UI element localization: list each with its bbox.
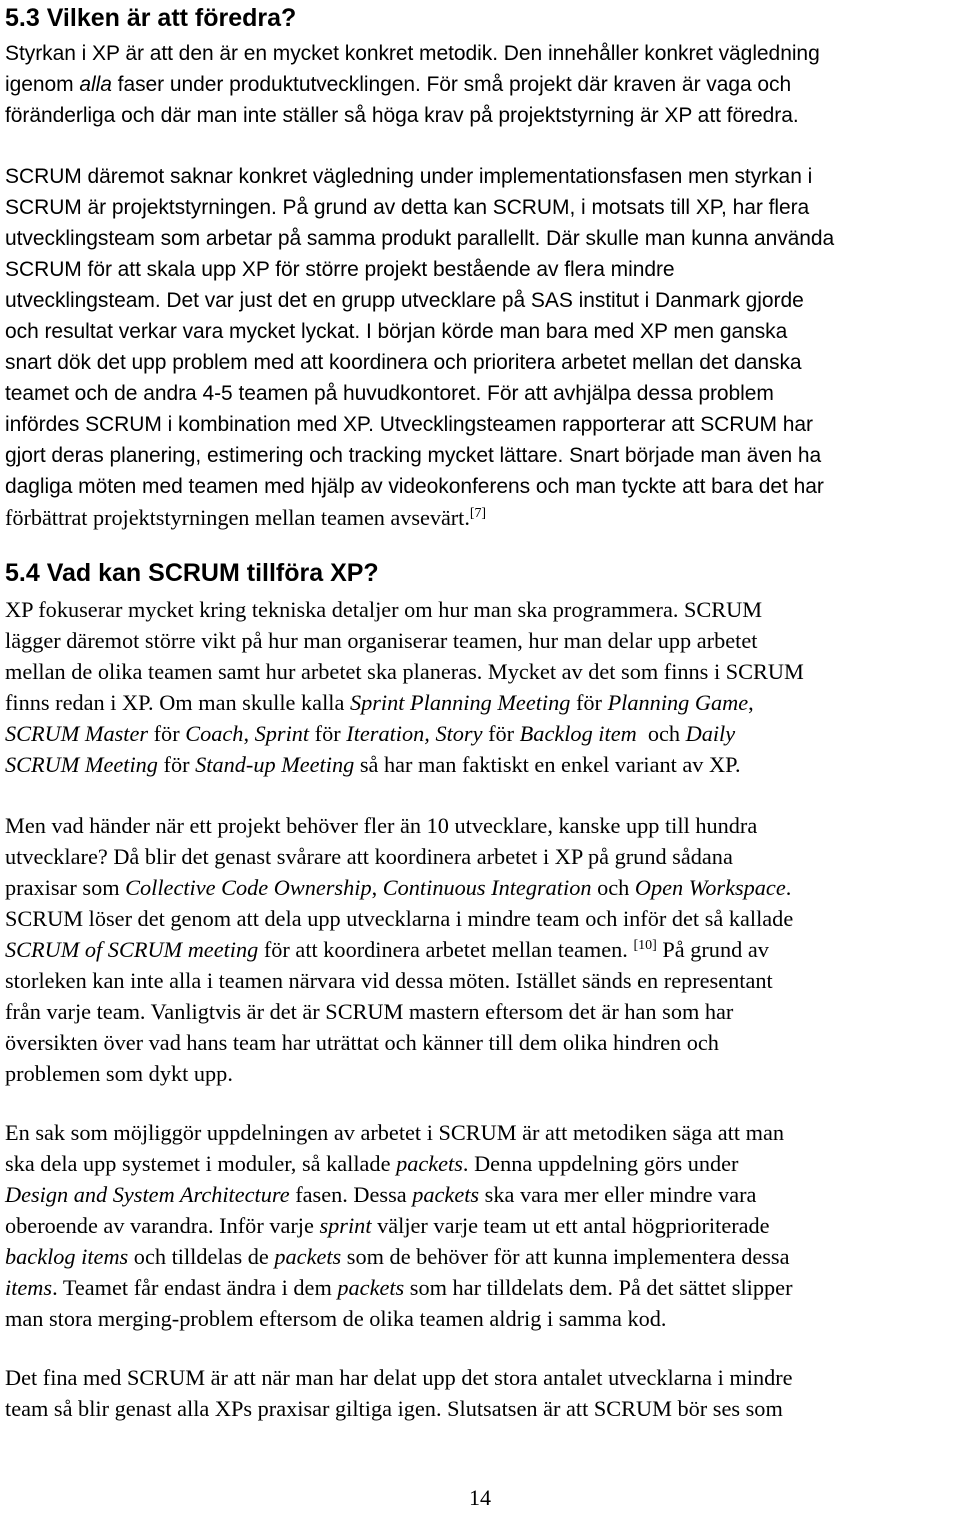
text-line: backlog items och tilldelas de packets som de behöver för att kunna implementera dessa (5, 1244, 790, 1269)
term-planning-game: Planning Game (607, 690, 749, 715)
term-packets: packets (337, 1275, 405, 1300)
text-line: En sak som möjliggör uppdelningen av arbetet i SCRUM är att metodiken säga att man (5, 1120, 784, 1145)
term-daily: Daily (685, 721, 736, 746)
text-line: praxisar som Collective Code Ownership, Continuous Integration och Open Workspace. (5, 875, 792, 900)
emphasis-alla: alla (79, 73, 112, 96)
text-line: infördes SCRUM i kombination med XP. Utvecklingsteamen rapporterar att SCRUM har (5, 413, 813, 436)
text-line: SCRUM löser det genom att dela upp utvecklarna i mindre team och inför det så kallade (5, 906, 794, 931)
text-line: föränderliga och där man inte ställer så höga krav på projektstyrning är XP att föredra. (5, 104, 799, 127)
text-line: SCRUM Meeting för Stand-up Meeting så har man faktiskt en enkel variant av XP. (5, 752, 741, 777)
citation-ref: [7] (469, 506, 487, 521)
text-line: Men vad händer när ett projekt behöver fler än 10 utvecklare, kanske upp till hundra (5, 813, 758, 838)
text-line: items. Teamet får endast ändra i dem packets som har tilldelats dem. På det sättet slipper (5, 1275, 793, 1300)
text-line: Styrkan i XP är att den är en mycket konkret metodik. Den innehåller konkret vägledning (5, 42, 820, 65)
text-line: man stora merging-problem eftersom de olika teamen aldrig i samma kod. (5, 1306, 667, 1331)
term-scrum-master: SCRUM Master (5, 721, 149, 746)
text-line: XP fokuserar mycket kring tekniska detaljer om hur man ska programmera. SCRUM (5, 597, 763, 622)
text-line: och resultat verkar vara mycket lyckat. I början körde man bara med XP men ganska (5, 320, 788, 343)
text-line: finns redan i XP. Om man skulle kalla Sprint Planning Meeting för Planning Game, (5, 690, 754, 715)
text-line: storleken kan inte alla i teamen närvara vid dessa möten. Istället sänds en representant (5, 968, 773, 993)
text-line: snart dök det upp problem med att koordinera och prioritera arbetet mellan det danska (5, 351, 802, 374)
term-packets: packets (274, 1244, 342, 1269)
text-line: Design and System Architecture fasen. Dessa packets ska vara mer eller mindre vara (5, 1182, 757, 1207)
paragraph-scrum-strength (5, 161, 957, 533)
term-collective-code-ownership: Collective Code Ownership (125, 875, 372, 900)
text-line: utvecklingsteam som arbetar på samma produkt parallellt. Där skulle man kunna använda (5, 227, 835, 250)
page-number: 14 (469, 1485, 491, 1510)
text-line: SCRUM är projektstyrningen. På grund av detta kan SCRUM, i motsats till XP, har flera (5, 196, 810, 219)
text-line: utvecklare? Då blir det genast svårare att koordinera arbetet i XP på grund sådana (5, 844, 733, 869)
text-line: SCRUM däremot saknar konkret vägledning under implementationsfasen men styrkan i (5, 165, 813, 188)
term-stand-up-meeting: Stand-up Meeting (195, 752, 355, 777)
term-items: items (5, 1275, 53, 1300)
text-line: lägger däremot större vikt på hur man organiserar teamen, hur man delar upp arbetet (5, 628, 758, 653)
term-backlog-items: backlog items (5, 1244, 129, 1269)
text-line: från varje team. Vanligtvis är det är SCRUM mastern eftersom det är han som har (5, 999, 734, 1024)
term-open-workspace: Open Workspace (634, 875, 786, 900)
term-coach: Coach (185, 721, 244, 746)
term-sprint: sprint (319, 1213, 372, 1238)
text-line: problemen som dykt upp. (5, 1061, 233, 1086)
term-packets: packets (396, 1151, 463, 1176)
section-heading-5-3: 5.3 Vilken är att föredra? (5, 4, 297, 32)
text-line: SCRUM för att skala upp XP för större projekt bestående av flera mindre (5, 258, 675, 281)
text-line: team så blir genast alla XPs praxisar giltiga igen. Slutsatsen är att SCRUM bör ses som (5, 1396, 783, 1421)
term-iteration-story: Iteration, Story (346, 721, 483, 746)
text-line: mellan de olika teamen samt hur arbetet ska planeras. Mycket av det som finns i SCRUM (5, 659, 804, 684)
text-line: teamet och de andra 4-5 teamen på huvudkontoret. För att avhjälpa dessa problem (5, 382, 774, 405)
term-scrum-of-scrum-meeting: SCRUM of SCRUM meeting (5, 937, 259, 962)
text-line: dagliga möten med teamen med hjälp av videokonferens och man tyckte att bara det har (5, 475, 824, 498)
text-line: ska dela upp systemet i moduler, så kallade packets. Denna uppdelning görs under (5, 1151, 739, 1176)
text-line: gjort deras planering, estimering och tracking mycket lättare. Snart började man även ha (5, 444, 822, 467)
text-line: SCRUM Master för Coach, Sprint för Iteration, Story för Backlog item och Daily (5, 721, 736, 746)
term-sprint: Sprint (254, 721, 310, 746)
text-line: förbättrat projektstyrningen mellan teamen avsevärt.[7] (5, 505, 487, 530)
citation-ref: [10] (633, 938, 657, 953)
text-line: utvecklingsteam. Det var just det en grupp utvecklare på SAS institut i Danmark gjorde (5, 289, 804, 312)
text-line: översikten över vad hans team har uträttat och känner till dem olika hindren och (5, 1030, 719, 1055)
text-line: igenom alla faser under produktutvecklingen. För små projekt där kraven är vaga och (5, 73, 792, 96)
term-sprint-planning-meeting: Sprint Planning Meeting (349, 690, 571, 715)
term-backlog-item: Backlog item (519, 721, 637, 746)
text-line: SCRUM of SCRUM meeting för att koordinera arbetet mellan teamen. [10] På grund av (5, 937, 769, 962)
term-continuous-integration: Continuous Integration (382, 875, 592, 900)
term-scrum-meeting: SCRUM Meeting (5, 752, 158, 777)
term-packets: packets (412, 1182, 480, 1207)
paragraph-xp-strength (5, 38, 957, 131)
text-line: Det fina med SCRUM är att när man har delat upp det stora antalet utvecklarna i mindre (5, 1365, 793, 1390)
paragraph-packets (5, 1117, 957, 1334)
text-line: oberoende av varandra. Inför varje sprint väljer varje team ut ett antal högprioriterade (5, 1213, 770, 1238)
paragraph-scrum-adds (5, 594, 957, 780)
section-heading-5-4: 5.4 Vad kan SCRUM tillföra XP? (5, 559, 379, 587)
term-design-system-architecture: Design and System Architecture (5, 1182, 290, 1207)
paragraph-large-projects (5, 810, 957, 1089)
paragraph-conclusion (5, 1362, 957, 1424)
